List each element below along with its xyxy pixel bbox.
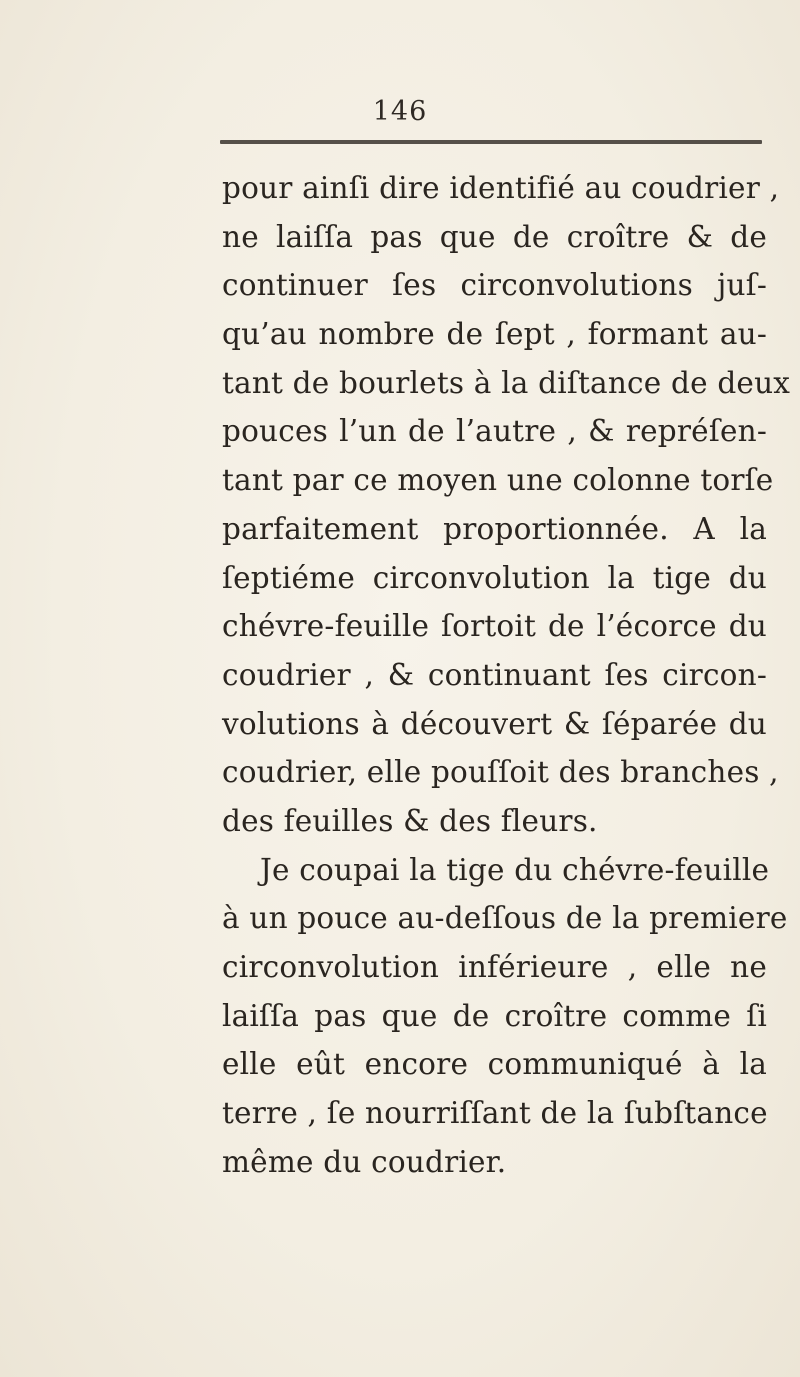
text-line: continuer ſes circonvolutions juſ- [222, 268, 767, 303]
page-number: 146 [372, 96, 428, 127]
text-line: parfaitement proportionnée. A la [222, 511, 767, 546]
text-line: tant par ce moyen une colonne torſe [222, 463, 774, 498]
text-line: elle eût encore communiqué à la [222, 1047, 767, 1082]
body-text [222, 164, 791, 1186]
text-line: qu’au nombre de ſept , formant au- [222, 317, 767, 352]
paragraph-end-line: même du coudrier. [222, 1144, 507, 1179]
paragraph-end-line: des feuilles & des fleurs. [222, 803, 598, 838]
paragraph-start-line: Je coupai la tige du chévre-feuille [260, 852, 770, 887]
text-line: ſeptiéme circonvolution la tige du [222, 560, 767, 595]
text-line: chévre-feuille ſortoit de l’écorce du [222, 609, 767, 644]
text-line: volutions à découvert & ſéparée du [222, 706, 767, 741]
text-line: ne laiſſa pas que de croître & de [222, 219, 767, 254]
text-line: terre , ſe nourriſſant de la ſubſtance [222, 1096, 768, 1131]
text-line: circonvolution inférieure , elle ne [222, 950, 767, 984]
text-line: laiſſa pas que de croître comme ſi [222, 998, 767, 1033]
text-line: pour ainſi dire identifié au coudrier , [222, 171, 780, 205]
text-line: coudrier, elle pouſſoit des branches , [222, 755, 779, 790]
header-rule [220, 140, 762, 144]
text-line: coudrier , & continuant ſes circon- [222, 657, 767, 692]
text-line: à un pouce au-deſſous de la premiere [222, 901, 788, 936]
text-line: tant de bourlets à la diſtance de deux [222, 365, 791, 400]
text-line: pouces l’un de l’autre , & repréſen- [222, 414, 767, 449]
